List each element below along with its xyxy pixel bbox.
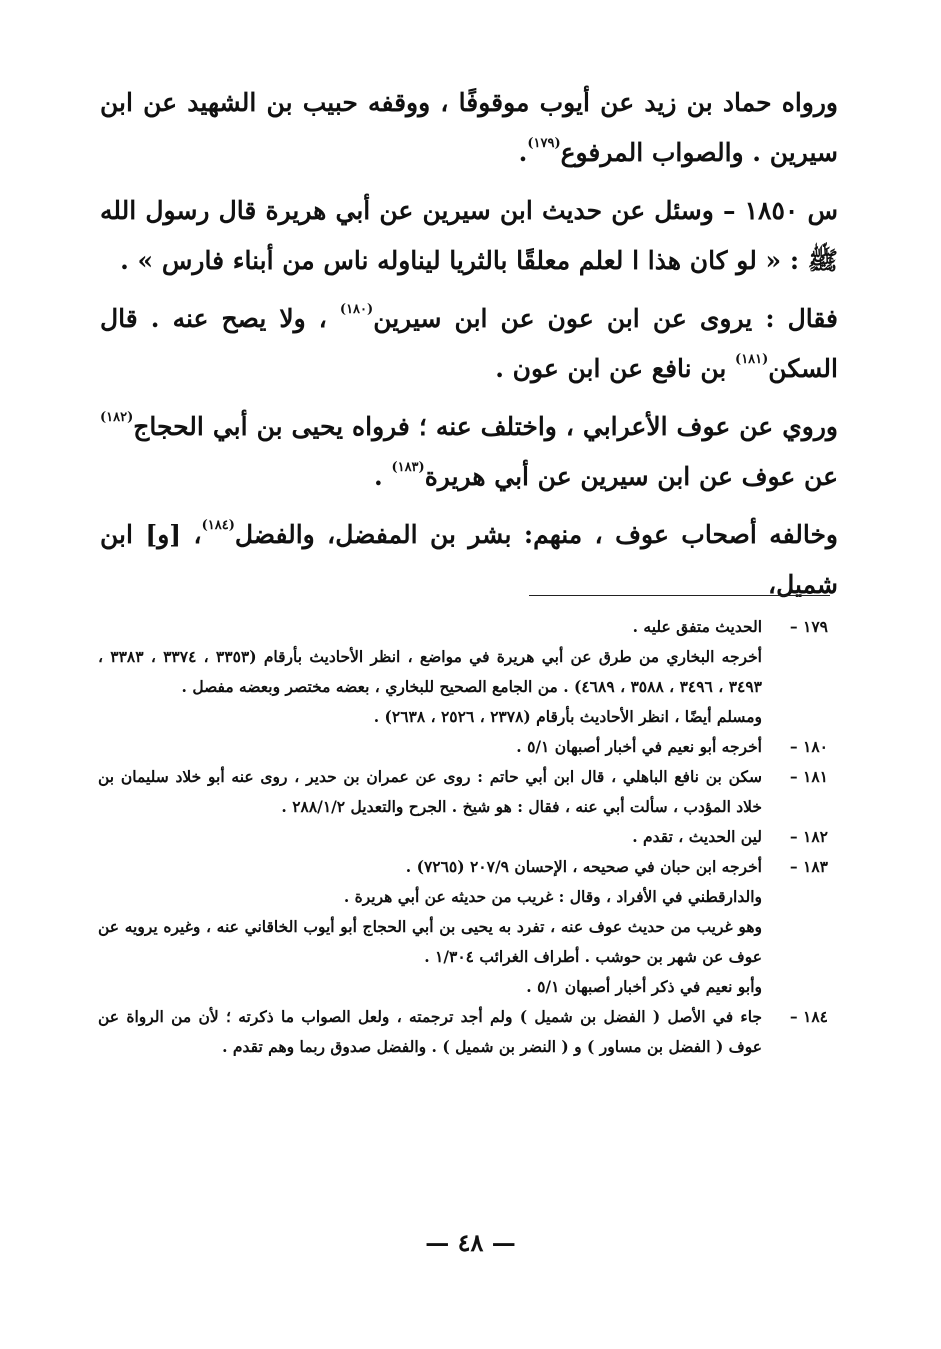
footnote-line: أخرجه ابن حبان في صحيحه ، الإحسان ٢٠٧/٩ (٧٢٦٥) . <box>405 857 762 876</box>
footnote-body <box>98 822 762 852</box>
paragraph-4-pre: وروي عن عوف الأعرابي ، واختلف عنه ؛ فرواه يحيى بن أبي الحجاج <box>133 412 838 441</box>
footnote-line: سكن بن نافع الباهلي ، قال ابن أبي حاتم : روى عن عمران بن حدير ، روى عنه أبو خلاد سليمان بن خلاد المؤدب ، سألت أبي عنه ، فقال : هو شيخ . الجرح والتعديل ٢٨٨/١/٢ . <box>98 767 762 816</box>
footnote-ref-181: (١٨١) <box>735 352 769 367</box>
footnote-ref-180: (١٨٠) <box>339 302 374 317</box>
footnote-line: لين الحديث ، تقدم . <box>632 827 762 846</box>
main-text <box>100 78 838 618</box>
footnote-body <box>98 852 762 1002</box>
footnote-182 <box>98 822 828 852</box>
footnote-line: جاء في الأصل ( الفضل بن شميل ) ولم أجد ترجمته ، ولعل الصواب ما ذكرته ؛ لأن من الرواة عن عوف ( الفضل بن مساور ) و ( النضر بن شميل ) . والفضل صدوق ربما وهم تقدم . <box>98 1007 762 1056</box>
footnote-line: أخرجه أبو نعيم في أخبار أصبهان ٥/١ . <box>516 737 762 756</box>
footnote-body <box>98 1002 762 1062</box>
paragraph-4-mid: عن عوف عن ابن سيرين عن أبي هريرة <box>424 462 838 491</box>
footnote-body <box>98 732 762 762</box>
footnote-number: ١٨٣ – <box>789 857 828 876</box>
footnote-179 <box>98 612 828 732</box>
page-number: — ٤٨ — <box>425 1228 516 1257</box>
footnote-number: ١٨٠ – <box>789 737 828 756</box>
footnote-number: ١٨٤ – <box>789 1007 828 1026</box>
footnotes <box>98 612 828 1062</box>
paragraph-1-tail: . <box>518 138 528 167</box>
paragraph-3-post: بن نافع عن ابن عون . <box>495 354 727 383</box>
footnote-line: ومسلم أيضًا ، انظر الأحاديث بأرقام (٢٣٧٨ ، ٢٥٢٦ ، ٢٦٣٨) . <box>373 707 762 726</box>
footnote-ref-184: (١٨٤) <box>201 518 235 533</box>
footnote-separator <box>529 595 830 596</box>
footnote-line: وأبو نعيم في ذكر أخبار أصبهان ٥/١ . <box>526 977 762 996</box>
footnote-line: الحديث متفق عليه . <box>632 617 762 636</box>
footnote-183 <box>98 852 828 1002</box>
paragraph-1-text: ورواه حماد بن زيد عن أيوب موقوفًا ، ووقفه حبيب بن الشهيد عن ابن سيرين . والصواب المرفوع <box>100 88 838 167</box>
paragraph-5-pre: وخالفه أصحاب عوف ، منهم: بشر بن المفضل، والفضل <box>234 520 838 549</box>
paragraph-5-post: ، [و] ابن شميل، <box>100 520 838 599</box>
paragraph-1 <box>100 78 838 178</box>
footnote-180 <box>98 732 828 762</box>
footnote-181 <box>98 762 828 822</box>
footnote-number: ١٨٢ – <box>789 827 828 846</box>
paragraph-4-post: . <box>374 462 383 491</box>
footnote-184 <box>98 1002 828 1062</box>
footnote-body <box>98 762 762 822</box>
paragraph-3-pre: فقال : يروى عن ابن عون عن ابن سيرين <box>373 304 838 333</box>
question-1850-text: س ١٨٥٠ – وسئل عن حديث ابن سيرين عن أبي هريرة قال رسول الله ﷺ : « لو كان هذا ا لعلم معلقًا بالثريا ليناوله ناس من أبناء فارس » . <box>100 196 838 275</box>
paragraph-4 <box>100 402 838 502</box>
footnote-line: أخرجه البخاري من طرق عن أبي هريرة في مواضع ، انظر الأحاديث بأرقام (٣٣٥٣ ، ٣٣٧٤ ، ٣٣٨٣ ، ٣٤٩٣ ، ٣٤٩٦ ، ٣٥٨٨ ، ٤٦٨٩) . من الجامع الصحيح للبخاري ، بعضه مختصر وبعضه مفصل . <box>98 647 762 696</box>
footnote-ref-182: (١٨٢) <box>100 410 134 425</box>
footnote-body <box>98 612 762 732</box>
footnote-ref-183: (١٨٣) <box>391 460 425 475</box>
paragraph-3-mid: ، ولا يصح عنه . قال السكن <box>100 304 838 383</box>
footnote-ref-179: (١٧٩) <box>527 136 561 151</box>
question-1850 <box>100 186 838 286</box>
footnote-number: ١٧٩ – <box>789 617 828 636</box>
paragraph-3 <box>100 294 838 394</box>
footnote-number: ١٨١ – <box>789 767 828 786</box>
footnote-line: والدارقطني في الأفراد ، وقال : غريب من حديثه عن أبي هريرة . <box>343 887 762 906</box>
footnote-line: وهو غريب من حديث عوف عنه ، تفرد به يحيى بن أبي الحجاج أبو أيوب الخاقاني عنه ، وغيره يرويه عن عوف عن شهر بن حوشب . أطراف الغرائب ١/٣٠٤ . <box>98 917 762 966</box>
